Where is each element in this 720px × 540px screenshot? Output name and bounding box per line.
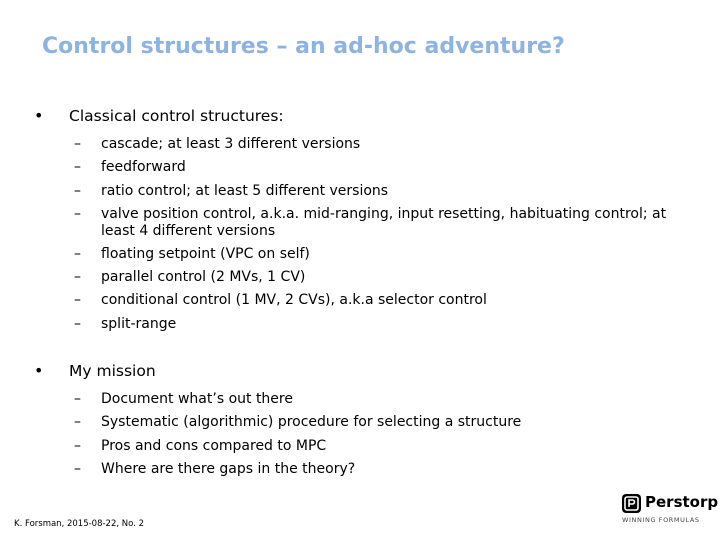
dash-icon: – bbox=[74, 460, 81, 477]
dash-icon: – bbox=[74, 315, 81, 332]
dash-icon: – bbox=[74, 245, 81, 262]
list-item-text: floating setpoint (VPC on self) bbox=[101, 245, 310, 262]
list-item-text: Systematic (algorithmic) procedure for selecting a structure bbox=[101, 414, 522, 431]
bullet-row bbox=[34, 105, 694, 127]
list-item-text: split-range bbox=[101, 315, 177, 332]
dash-icon: – bbox=[74, 292, 81, 309]
list-item-text: valve position control, a.k.a. mid-ranging, input resetting, habituating control; at least 4 different versions bbox=[101, 205, 667, 239]
list-item bbox=[34, 458, 671, 481]
dash-icon: – bbox=[74, 159, 81, 176]
bullet-icon: • bbox=[34, 106, 44, 125]
list-item bbox=[34, 313, 671, 336]
dash-icon: – bbox=[74, 269, 81, 286]
dash-icon: – bbox=[74, 182, 81, 199]
list-item-text: ratio control; at least 5 different versions bbox=[101, 182, 389, 199]
list-item bbox=[34, 289, 671, 312]
section-my-mission bbox=[34, 360, 694, 481]
sub-list bbox=[34, 133, 694, 336]
list-item-text: parallel control (2 MVs, 1 CV) bbox=[101, 269, 306, 286]
list-item-text: conditional control (1 MV, 2 CVs), a.k.a selector control bbox=[101, 292, 487, 309]
list-item bbox=[34, 435, 671, 458]
list-item bbox=[34, 266, 671, 289]
slide-title: Control structures – an ad-hoc adventure? bbox=[42, 34, 565, 59]
perstorp-logo-icon bbox=[622, 494, 641, 513]
dash-icon: – bbox=[74, 136, 81, 152]
list-item bbox=[34, 156, 671, 179]
dash-icon: – bbox=[74, 437, 81, 454]
list-item-text: Where are there gaps in the theory? bbox=[101, 460, 356, 477]
list-item bbox=[34, 388, 671, 411]
section-classical-structures bbox=[34, 105, 694, 336]
bullet-icon: • bbox=[34, 361, 44, 380]
list-item bbox=[34, 243, 671, 266]
list-item bbox=[34, 411, 671, 434]
logo-tagline: WINNING FORMULAS bbox=[622, 516, 700, 524]
section-heading: My mission bbox=[69, 362, 156, 380]
perstorp-logo bbox=[622, 493, 719, 528]
list-item-text: Document what’s out there bbox=[101, 391, 293, 407]
list-item bbox=[34, 203, 671, 243]
logo-name: Perstorp bbox=[645, 493, 719, 511]
sub-list bbox=[34, 388, 694, 481]
perstorp-logo-glyph bbox=[622, 494, 641, 513]
bullet-row bbox=[34, 360, 694, 382]
dash-icon: – bbox=[74, 414, 81, 431]
dash-icon: – bbox=[74, 391, 81, 407]
list-item-text: Pros and cons compared to MPC bbox=[101, 437, 327, 454]
list-item-text: cascade; at least 3 different versions bbox=[101, 136, 361, 152]
dash-icon: – bbox=[74, 205, 81, 222]
list-item-text: feedforward bbox=[101, 159, 186, 176]
list-item bbox=[34, 133, 671, 156]
list-item bbox=[34, 180, 671, 203]
footer-text: K. Forsman, 2015-08-22, No. 2 bbox=[14, 519, 144, 529]
section-heading: Classical control structures: bbox=[69, 107, 284, 125]
